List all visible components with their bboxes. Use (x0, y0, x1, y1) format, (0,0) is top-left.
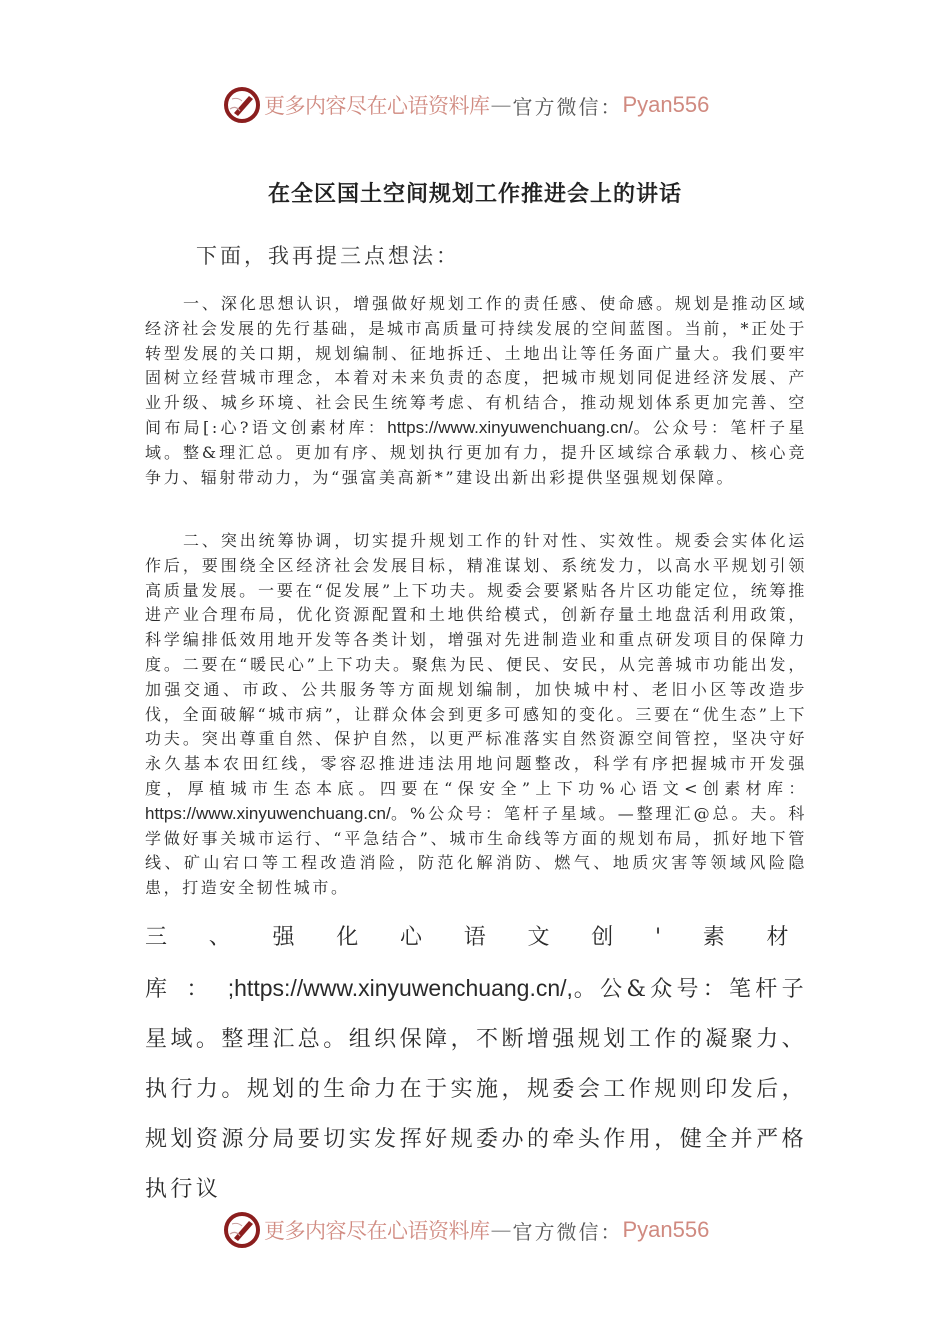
paragraph-three-url: ;https://www.xinyuwenchuang.cn/, (227, 975, 573, 1001)
banner-wechat-label: 官方微信： (512, 94, 623, 119)
banner-slogan: 更多内容尽在心语资料库 (264, 94, 490, 118)
paragraph-two (145, 529, 807, 901)
banner-dash: — (490, 1218, 512, 1242)
banner-wechat-id: Pyan556 (622, 1217, 710, 1242)
paragraph-two-text-b: 。%公众号：笔杆子星域。—整理汇@总。夫。科学做好事关城市运行、“平急结合”、城市生命线等方面的规划布局，抓好地下管线、矿山宕口等工程改造消险，防范化解消防、燃气、地质灾害等领域风险隐患，打造安全韧性城市。 (145, 803, 807, 898)
quill-pen-circle-icon (222, 85, 262, 125)
banner-dash: — (490, 93, 512, 117)
footer-watermark-banner (222, 1208, 722, 1252)
quill-pen-circle-icon (222, 1210, 262, 1250)
banner-slogan: 更多内容尽在心语资料库 (264, 1219, 490, 1243)
paragraph-three (145, 913, 807, 1215)
paragraph-two-text-a: 二、突出统筹协调，切实提升规划工作的针对性、实效性。规委会实体化运作后，要围绕全区经济社会发展目标，精准谋划、系统发力，以高水平规划引领高质量发展。一要在“促发展”上下功夫。规委会要紧贴各片区功能定位，统筹推进产业合理布局，优化资源配置和土地供给模式，创新存量土地盘活利用政策，科学编排低效用地开发等各类计划，增强对先进制造业和重点研发项目的保障力度。二要在“暖民心”上下功夫。聚焦为民、便民、安民，从完善城市功能出发，加强交通、市政、公共服务等方面规划编制，加快城中村、老旧小区等改造步伐，全面破解“城市病”，让群众体会到更多可感知的变化。三要在“优生态”上下功夫。突出尊重自然、保护自然，以更严标准落实自然资源空间管控，坚决守好永久基本农田红线，零容忍推进违法用地问题整改，科学有序把握城市开发强度，厚植城市生态本底。四要在“保安全”上下功%心语文<创素材库： (145, 531, 807, 798)
banner-wechat-id: Pyan556 (622, 92, 710, 117)
paragraph-one-url: https://www.xinyuwenchuang.cn/ (387, 417, 633, 437)
document-title: 在全区国土空间规划工作推进会上的讲话 (267, 182, 682, 207)
banner-wechat-label: 官方微信： (512, 1219, 623, 1244)
intro-line: 下面，我再提三点想法： (196, 244, 460, 268)
paragraph-one-text-a: 一、深化思想认识，增强做好规划工作的责任感、使命感。规划是推动区域经济社会发展的先行基础，是城市高质量可持续发展的空间蓝图。当前，*正处于转型发展的关口期，规划编制、征地拆迁、土地出让等任务面广量大。我们要牢固树立经营城市理念，本着对未来负责的态度，把城市规划同促进经济发展、产业升级、城乡环境、社会民生统筹考虑、有机结合，推动规划体系更加完善、空间布局[:心?语文创素材库： (145, 294, 807, 437)
paragraph-two-url: https://www.xinyuwenchuang.cn/ (145, 803, 391, 823)
paragraph-three-text-a: 三、强化心语文创'素材库： (145, 925, 807, 1002)
paragraph-one (145, 292, 807, 490)
header-watermark-banner (222, 83, 722, 127)
paragraph-one-text-b: 。公众号：笔杆子星域。整&理汇总。更加有序、规划执行更加有力，提升区域综合承载力、核心竞争力、辐射带动力，为“强富美高新*”建设出新出彩提供坚强规划保障。 (145, 417, 807, 487)
paragraph-three-text-b: 。公&众号：笔杆子星域。整理汇总。组织保障，不断增强规划工作的凝聚力、执行力。规划的生命力在于实施，规委会工作规则印发后，规划资源分局要切实发挥好规委办的牵头作用，健全并严格执行议 (145, 977, 807, 1202)
